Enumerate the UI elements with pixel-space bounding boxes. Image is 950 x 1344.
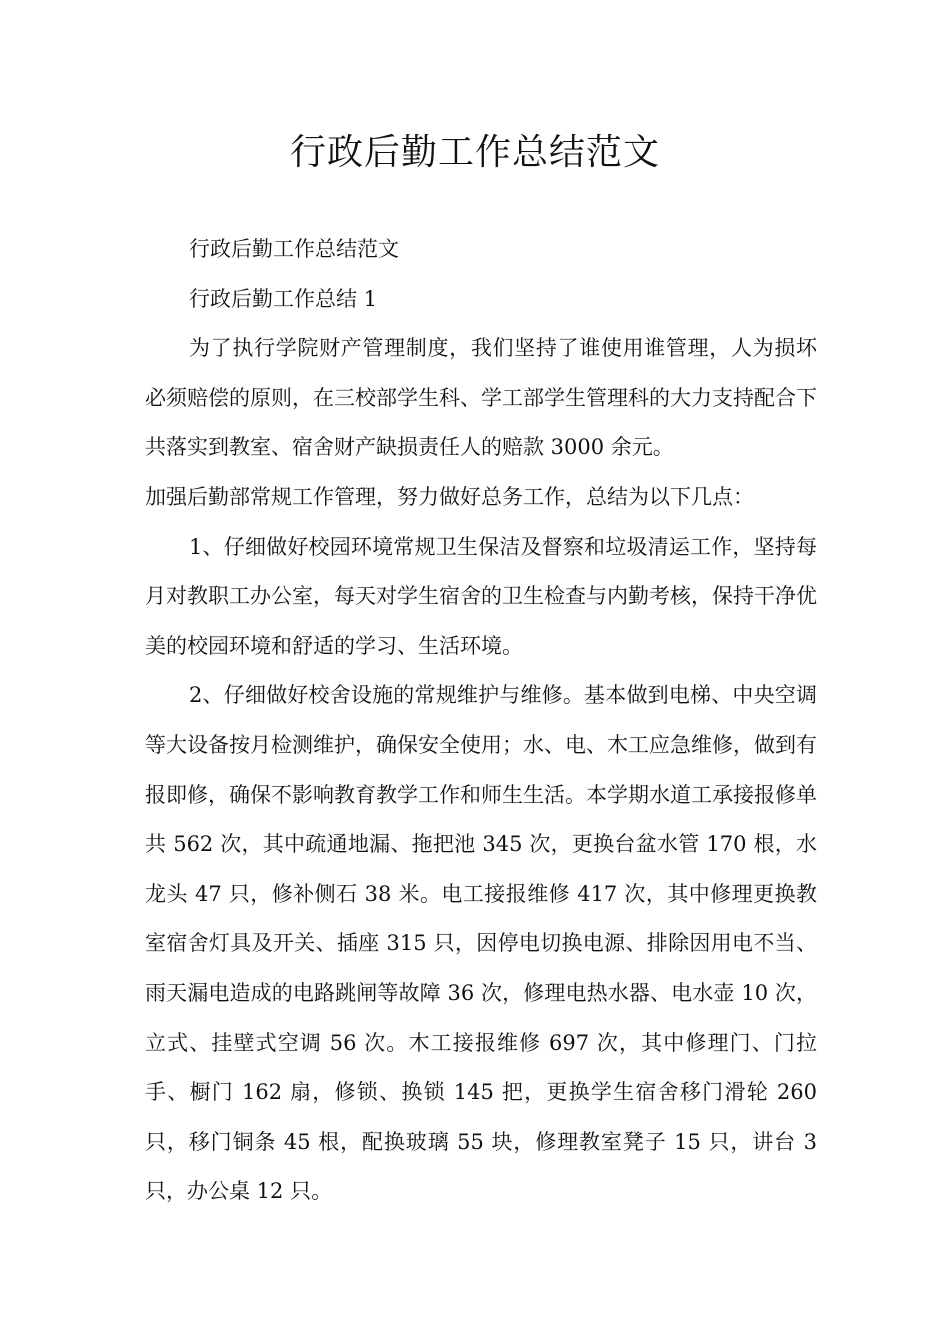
document-body — [145, 225, 817, 1217]
paragraph-subheading: 行政后勤工作总结 1 — [189, 286, 378, 311]
paragraph-heading: 行政后勤工作总结范文 — [189, 237, 399, 261]
paragraph-property-management: 为了执行学院财产管理制度，我们坚持了谁使用谁管理，人为损坏必须赔偿的原则，在三校部学生科、学工部学生管理科的大力支持配合下共落实到教室、宿舍财产缺损责任人的赔款 3000 余元。 — [145, 336, 817, 460]
paragraph-item-2: 2、仔细做好校舍设施的常规维护与维修。基本做到电梯、中央空调等大设备按月检测维护，确保安全使用；水、电、木工应急维修，做到有报即修，确保不影响教育教学工作和师生生活。本学期水道工承接报修单共 562 次，其中疏通地漏、拖把池 345 次，更换台盆水管 170 根，水龙头 47 只，修补侧石 38 米。电工接报维修 417 次，其中修理更换教室宿舍灯具及开关、插座 315 只，因停电切换电源、排除因用电不当、雨天漏电造成的电路跳闸等故障 36 次，修理电热水器、电水壶 10 次，立式、挂壁式空调 56 次。木工接报维修 697 次，其中修理门、门拉手、橱门 162 扇，修锁、换锁 145 把，更换学生宿舍移门滑轮 260 只，移门铜条 45 根，配换玻璃 55 块，修理教室凳子 15 只，讲台 3 只，办公桌 12 只。 — [145, 683, 817, 1204]
document-title: 行政后勤工作总结范文 — [289, 132, 660, 173]
paragraph-summary-intro: 加强后勤部常规工作管理，努力做好总务工作，总结为以下几点： — [145, 484, 754, 509]
paragraph-item-1: 1、仔细做好校园环境常规卫生保洁及督察和垃圾清运工作，坚持每月对教职工办公室，每天对学生宿舍的卫生检查与内勤考核，保持干净优美的校园环境和舒适的学习、生活环境。 — [145, 534, 817, 658]
